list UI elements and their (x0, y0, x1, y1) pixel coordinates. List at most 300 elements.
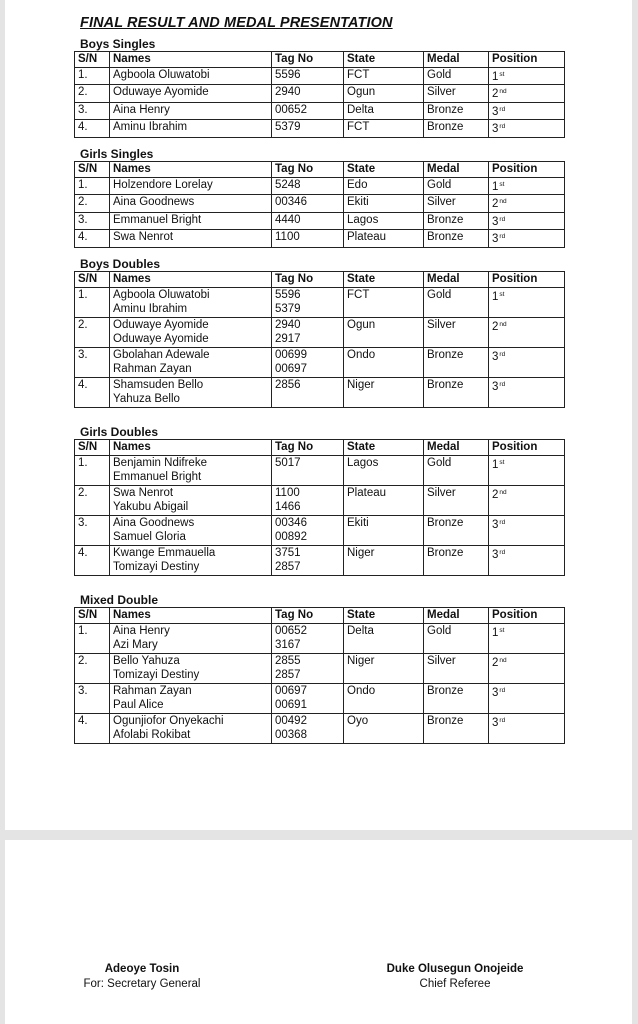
column-header-medal: Medal (424, 272, 489, 288)
table-row (75, 212, 565, 230)
tag-cell (272, 653, 344, 683)
table-row (75, 455, 565, 485)
names-cell (110, 102, 272, 120)
tag-number: 5596 (275, 288, 301, 301)
table-row (75, 317, 565, 347)
medal-cell: Bronze (424, 545, 489, 575)
position-number: 3 (492, 686, 499, 699)
medal-cell: Bronze (424, 713, 489, 743)
tag-cell (272, 713, 344, 743)
table-row (75, 515, 565, 545)
tag-number: 00346 (275, 516, 307, 529)
table-header-row (75, 440, 565, 456)
position-cell (489, 545, 565, 575)
tag-cell (272, 287, 344, 317)
results-table (74, 161, 565, 248)
tag-number: 5379 (275, 121, 301, 133)
column-header-names: Names (110, 608, 272, 624)
sn-cell: 3. (75, 347, 110, 377)
tag-number: 2857 (275, 669, 301, 681)
tag-cell (272, 623, 344, 653)
tag-cell (272, 545, 344, 575)
state-cell: Ekiti (344, 195, 424, 213)
position-ordinal-suffix: nd (499, 88, 507, 95)
medal-cell: Gold (424, 623, 489, 653)
table-row (75, 195, 565, 213)
table-header-row (75, 608, 565, 624)
position-number: 2 (492, 488, 499, 501)
player-name: Afolabi Rokibat (113, 729, 191, 741)
names-cell (110, 653, 272, 683)
player-name: Emmanuel Bright (113, 471, 202, 483)
player-name: Tomizayi Destiny (113, 669, 200, 681)
position-ordinal-suffix: rd (499, 350, 506, 358)
medal-cell: Bronze (424, 102, 489, 120)
player-name: Swa Nenrot (113, 231, 174, 243)
table-row (75, 287, 565, 317)
position-cell (489, 177, 565, 195)
state-cell: Niger (344, 545, 424, 575)
sn-cell: 4. (75, 713, 110, 743)
names-cell (110, 317, 272, 347)
signature-page (5, 840, 632, 1024)
position-ordinal-suffix: nd (499, 488, 507, 496)
table-header-row (75, 162, 565, 178)
player-name: Samuel Gloria (113, 531, 186, 543)
sn-cell: 1. (75, 177, 110, 195)
position-ordinal-suffix: rd (499, 105, 506, 113)
medal-cell: Bronze (424, 683, 489, 713)
position-number: 1 (492, 626, 499, 639)
tag-number: 5379 (275, 303, 301, 315)
player-name: Gbolahan Adewale (113, 348, 210, 361)
medal-cell: Bronze (424, 515, 489, 545)
tag-cell (272, 230, 344, 248)
names-cell (110, 623, 272, 653)
medal-cell: Gold (424, 287, 489, 317)
position-cell (489, 212, 565, 230)
position-cell (489, 195, 565, 213)
position-number: 1 (492, 180, 499, 193)
tag-cell (272, 485, 344, 515)
state-cell: Lagos (344, 455, 424, 485)
names-cell (110, 195, 272, 213)
position-ordinal-suffix: rd (499, 233, 506, 240)
state-cell: Niger (344, 653, 424, 683)
player-name: Bello Yahuza (113, 654, 180, 667)
medal-cell: Silver (424, 653, 489, 683)
tag-number: 5596 (275, 68, 301, 81)
tag-cell (272, 683, 344, 713)
tag-number: 1100 (275, 231, 300, 243)
position-cell (489, 377, 565, 407)
signatory-role: Chief Referee (419, 978, 491, 990)
signature-block-referee (370, 962, 540, 992)
state-cell: Delta (344, 102, 424, 120)
tag-cell (272, 120, 344, 138)
position-cell (489, 347, 565, 377)
position-cell (489, 713, 565, 743)
sn-cell: 3. (75, 683, 110, 713)
position-number: 1 (492, 70, 499, 83)
sn-cell: 1. (75, 623, 110, 653)
tag-number: 3167 (275, 639, 301, 651)
tag-cell (272, 195, 344, 213)
position-number: 3 (492, 380, 499, 393)
tag-cell (272, 515, 344, 545)
state-cell: Ekiti (344, 515, 424, 545)
tag-number: 00892 (275, 531, 307, 543)
position-cell (489, 102, 565, 120)
sn-cell: 4. (75, 230, 110, 248)
position-ordinal-suffix: nd (499, 320, 507, 328)
player-name: Paul Alice (113, 699, 164, 711)
tag-number: 00652 (275, 624, 307, 637)
position-ordinal-suffix: st (499, 458, 505, 466)
state-cell: Plateau (344, 485, 424, 515)
player-name: Oduwaye Ayomide (113, 318, 209, 331)
tag-number: 1466 (275, 501, 301, 513)
position-ordinal-suffix: nd (499, 198, 507, 205)
medal-cell: Silver (424, 317, 489, 347)
names-cell (110, 485, 272, 515)
column-header-state: State (344, 272, 424, 288)
state-cell: Plateau (344, 230, 424, 248)
player-name: Aina Henry (113, 624, 170, 637)
state-cell: Edo (344, 177, 424, 195)
tag-cell (272, 67, 344, 85)
column-header-tag: Tag No (272, 608, 344, 624)
section-title: Boys Singles (80, 37, 156, 51)
state-cell: Ondo (344, 683, 424, 713)
column-header-position: Position (489, 608, 565, 624)
section-boys-singles (74, 37, 564, 138)
medal-cell: Silver (424, 195, 489, 213)
tag-number: 3751 (275, 546, 301, 559)
document-title: FINAL RESULT AND MEDAL PRESENTATION (80, 15, 393, 31)
medal-cell: Silver (424, 485, 489, 515)
medal-cell: Bronze (424, 347, 489, 377)
section-title: Girls Singles (80, 147, 154, 161)
position-number: 2 (492, 88, 499, 100)
sn-cell: 4. (75, 377, 110, 407)
table-row (75, 230, 565, 248)
tag-number: 2940 (275, 86, 301, 98)
tag-number: 2857 (275, 561, 301, 573)
sn-cell: 1. (75, 67, 110, 85)
player-name: Agboola Oluwatobi (113, 68, 210, 81)
tag-number: 00691 (275, 699, 307, 711)
column-header-sn: S/N (75, 608, 110, 624)
table-row (75, 683, 565, 713)
tag-number: 00697 (275, 684, 307, 697)
section-girls-singles (74, 147, 564, 248)
player-name: Ogunjiofor Onyekachi (113, 714, 224, 727)
position-ordinal-suffix: rd (499, 215, 506, 223)
sn-cell: 4. (75, 545, 110, 575)
table-row (75, 485, 565, 515)
player-name: Aina Goodnews (113, 196, 195, 208)
signatory-role: For: Secretary General (83, 978, 201, 990)
player-name: Aminu Ibrahim (113, 303, 188, 315)
column-header-tag: Tag No (272, 440, 344, 456)
table-row (75, 377, 565, 407)
section-title: Boys Doubles (80, 257, 161, 271)
player-name: Swa Nenrot (113, 486, 174, 499)
player-name: Aminu Ibrahim (113, 121, 188, 133)
column-header-medal: Medal (424, 440, 489, 456)
position-cell (489, 230, 565, 248)
position-number: 3 (492, 123, 499, 135)
column-header-position: Position (489, 272, 565, 288)
column-header-position: Position (489, 52, 565, 68)
state-cell: Ogun (344, 85, 424, 103)
state-cell: Delta (344, 623, 424, 653)
column-header-sn: S/N (75, 52, 110, 68)
player-name: Holzendore Lorelay (113, 178, 213, 191)
position-cell (489, 515, 565, 545)
position-cell (489, 683, 565, 713)
state-cell: Ondo (344, 347, 424, 377)
table-header-row (75, 52, 565, 68)
tag-cell (272, 317, 344, 347)
names-cell (110, 545, 272, 575)
section-mixed-double (74, 593, 564, 744)
position-ordinal-suffix: nd (499, 656, 507, 664)
column-header-names: Names (110, 272, 272, 288)
position-ordinal-suffix: rd (499, 518, 506, 526)
signatory-name: Duke Olusegun Onojeide (386, 963, 524, 975)
medal-cell: Bronze (424, 212, 489, 230)
sn-cell: 3. (75, 212, 110, 230)
tag-number: 00697 (275, 363, 307, 375)
names-cell (110, 347, 272, 377)
medal-cell: Gold (424, 67, 489, 85)
names-cell (110, 177, 272, 195)
column-header-names: Names (110, 162, 272, 178)
position-number: 3 (492, 548, 499, 561)
column-header-names: Names (110, 440, 272, 456)
position-number: 3 (492, 233, 499, 245)
sn-cell: 2. (75, 85, 110, 103)
results-table (74, 51, 565, 138)
tag-cell (272, 177, 344, 195)
tag-cell (272, 377, 344, 407)
tag-number: 1100 (275, 486, 300, 499)
tag-number: 2856 (275, 378, 301, 391)
tag-number: 2917 (275, 333, 301, 345)
tag-number: 5017 (275, 456, 301, 469)
medal-cell: Bronze (424, 120, 489, 138)
position-number: 2 (492, 656, 499, 669)
state-cell: Lagos (344, 212, 424, 230)
column-header-medal: Medal (424, 162, 489, 178)
sn-cell: 4. (75, 120, 110, 138)
table-row (75, 713, 565, 743)
player-name: Shamsuden Bello (113, 378, 204, 391)
names-cell (110, 287, 272, 317)
player-name: Rahman Zayan (113, 363, 192, 375)
player-name: Oduwaye Ayomide (113, 333, 209, 345)
section-boys-doubles (74, 257, 564, 408)
table-row (75, 545, 565, 575)
position-ordinal-suffix: st (499, 180, 505, 188)
sn-cell: 2. (75, 653, 110, 683)
medal-cell: Bronze (424, 377, 489, 407)
table-row (75, 120, 565, 138)
position-ordinal-suffix: rd (499, 380, 506, 388)
names-cell (110, 230, 272, 248)
tag-number: 00699 (275, 348, 307, 361)
names-cell (110, 377, 272, 407)
tag-cell (272, 347, 344, 377)
player-name: Rahman Zayan (113, 684, 192, 697)
player-name: Agboola Oluwatobi (113, 288, 210, 301)
position-ordinal-suffix: st (499, 626, 505, 634)
tag-number: 2940 (275, 318, 301, 331)
column-header-state: State (344, 162, 424, 178)
position-cell (489, 85, 565, 103)
names-cell (110, 85, 272, 103)
column-header-sn: S/N (75, 440, 110, 456)
position-cell (489, 287, 565, 317)
column-header-state: State (344, 440, 424, 456)
tag-cell (272, 102, 344, 120)
results-table (74, 607, 565, 744)
player-name: Oduwaye Ayomide (113, 86, 209, 98)
table-row (75, 623, 565, 653)
table-row (75, 67, 565, 85)
names-cell (110, 120, 272, 138)
names-cell (110, 713, 272, 743)
column-header-sn: S/N (75, 162, 110, 178)
position-cell (489, 317, 565, 347)
results-table (74, 271, 565, 408)
position-cell (489, 67, 565, 85)
sn-cell: 1. (75, 287, 110, 317)
sn-cell: 2. (75, 195, 110, 213)
tag-cell (272, 85, 344, 103)
column-header-tag: Tag No (272, 162, 344, 178)
column-header-medal: Medal (424, 608, 489, 624)
position-number: 2 (492, 198, 499, 210)
column-header-tag: Tag No (272, 272, 344, 288)
state-cell: Oyo (344, 713, 424, 743)
position-number: 3 (492, 215, 499, 228)
table-row (75, 347, 565, 377)
column-header-state: State (344, 608, 424, 624)
tag-number: 00652 (275, 103, 307, 116)
position-cell (489, 485, 565, 515)
tag-number: 00492 (275, 714, 307, 727)
column-header-medal: Medal (424, 52, 489, 68)
column-header-position: Position (489, 162, 565, 178)
medal-cell: Gold (424, 177, 489, 195)
sn-cell: 2. (75, 485, 110, 515)
table-row (75, 102, 565, 120)
player-name: Aina Henry (113, 103, 170, 116)
signature-block-secretary (62, 962, 222, 992)
results-table (74, 439, 565, 576)
position-ordinal-suffix: rd (499, 548, 506, 556)
state-cell: FCT (344, 120, 424, 138)
position-cell (489, 120, 565, 138)
column-header-tag: Tag No (272, 52, 344, 68)
position-cell (489, 623, 565, 653)
position-number: 1 (492, 458, 499, 471)
player-name: Yakubu Abigail (113, 501, 189, 513)
state-cell: FCT (344, 287, 424, 317)
player-name: Kwange Emmauella (113, 546, 216, 559)
sn-cell: 1. (75, 455, 110, 485)
position-number: 3 (492, 350, 499, 363)
player-name: Yahuza Bello (113, 393, 180, 405)
tag-number: 4440 (275, 213, 301, 226)
position-number: 3 (492, 716, 499, 729)
player-name: Benjamin Ndifreke (113, 456, 207, 469)
medal-cell: Gold (424, 455, 489, 485)
medal-cell: Bronze (424, 230, 489, 248)
medal-cell: Silver (424, 85, 489, 103)
state-cell: FCT (344, 67, 424, 85)
names-cell (110, 683, 272, 713)
signatory-name: Adeoye Tosin (104, 963, 180, 975)
sn-cell: 3. (75, 102, 110, 120)
player-name: Azi Mary (113, 639, 158, 651)
state-cell: Ogun (344, 317, 424, 347)
tag-cell (272, 455, 344, 485)
sn-cell: 2. (75, 317, 110, 347)
tag-number: 5248 (275, 178, 301, 191)
section-title: Mixed Double (80, 593, 159, 607)
column-header-names: Names (110, 52, 272, 68)
position-number: 3 (492, 105, 499, 118)
player-name: Aina Goodnews (113, 516, 195, 529)
tag-number: 2855 (275, 654, 301, 667)
player-name: Emmanuel Bright (113, 213, 202, 226)
tag-cell (272, 212, 344, 230)
section-girls-doubles (74, 425, 564, 576)
section-title: Girls Doubles (80, 425, 159, 439)
position-ordinal-suffix: rd (499, 123, 506, 130)
column-header-state: State (344, 52, 424, 68)
position-number: 1 (492, 290, 499, 303)
table-header-row (75, 272, 565, 288)
position-number: 2 (492, 320, 499, 333)
names-cell (110, 67, 272, 85)
state-cell: Niger (344, 377, 424, 407)
sn-cell: 3. (75, 515, 110, 545)
names-cell (110, 455, 272, 485)
position-ordinal-suffix: st (499, 70, 505, 78)
player-name: Tomizayi Destiny (113, 561, 200, 573)
table-row (75, 653, 565, 683)
position-ordinal-suffix: rd (499, 716, 506, 724)
names-cell (110, 212, 272, 230)
tag-number: 00368 (275, 729, 307, 741)
table-row (75, 85, 565, 103)
position-ordinal-suffix: rd (499, 686, 506, 694)
position-number: 3 (492, 518, 499, 531)
column-header-position: Position (489, 440, 565, 456)
position-cell (489, 653, 565, 683)
position-cell (489, 455, 565, 485)
table-row (75, 177, 565, 195)
names-cell (110, 515, 272, 545)
tag-number: 00346 (275, 196, 307, 208)
position-ordinal-suffix: st (499, 290, 505, 298)
column-header-sn: S/N (75, 272, 110, 288)
